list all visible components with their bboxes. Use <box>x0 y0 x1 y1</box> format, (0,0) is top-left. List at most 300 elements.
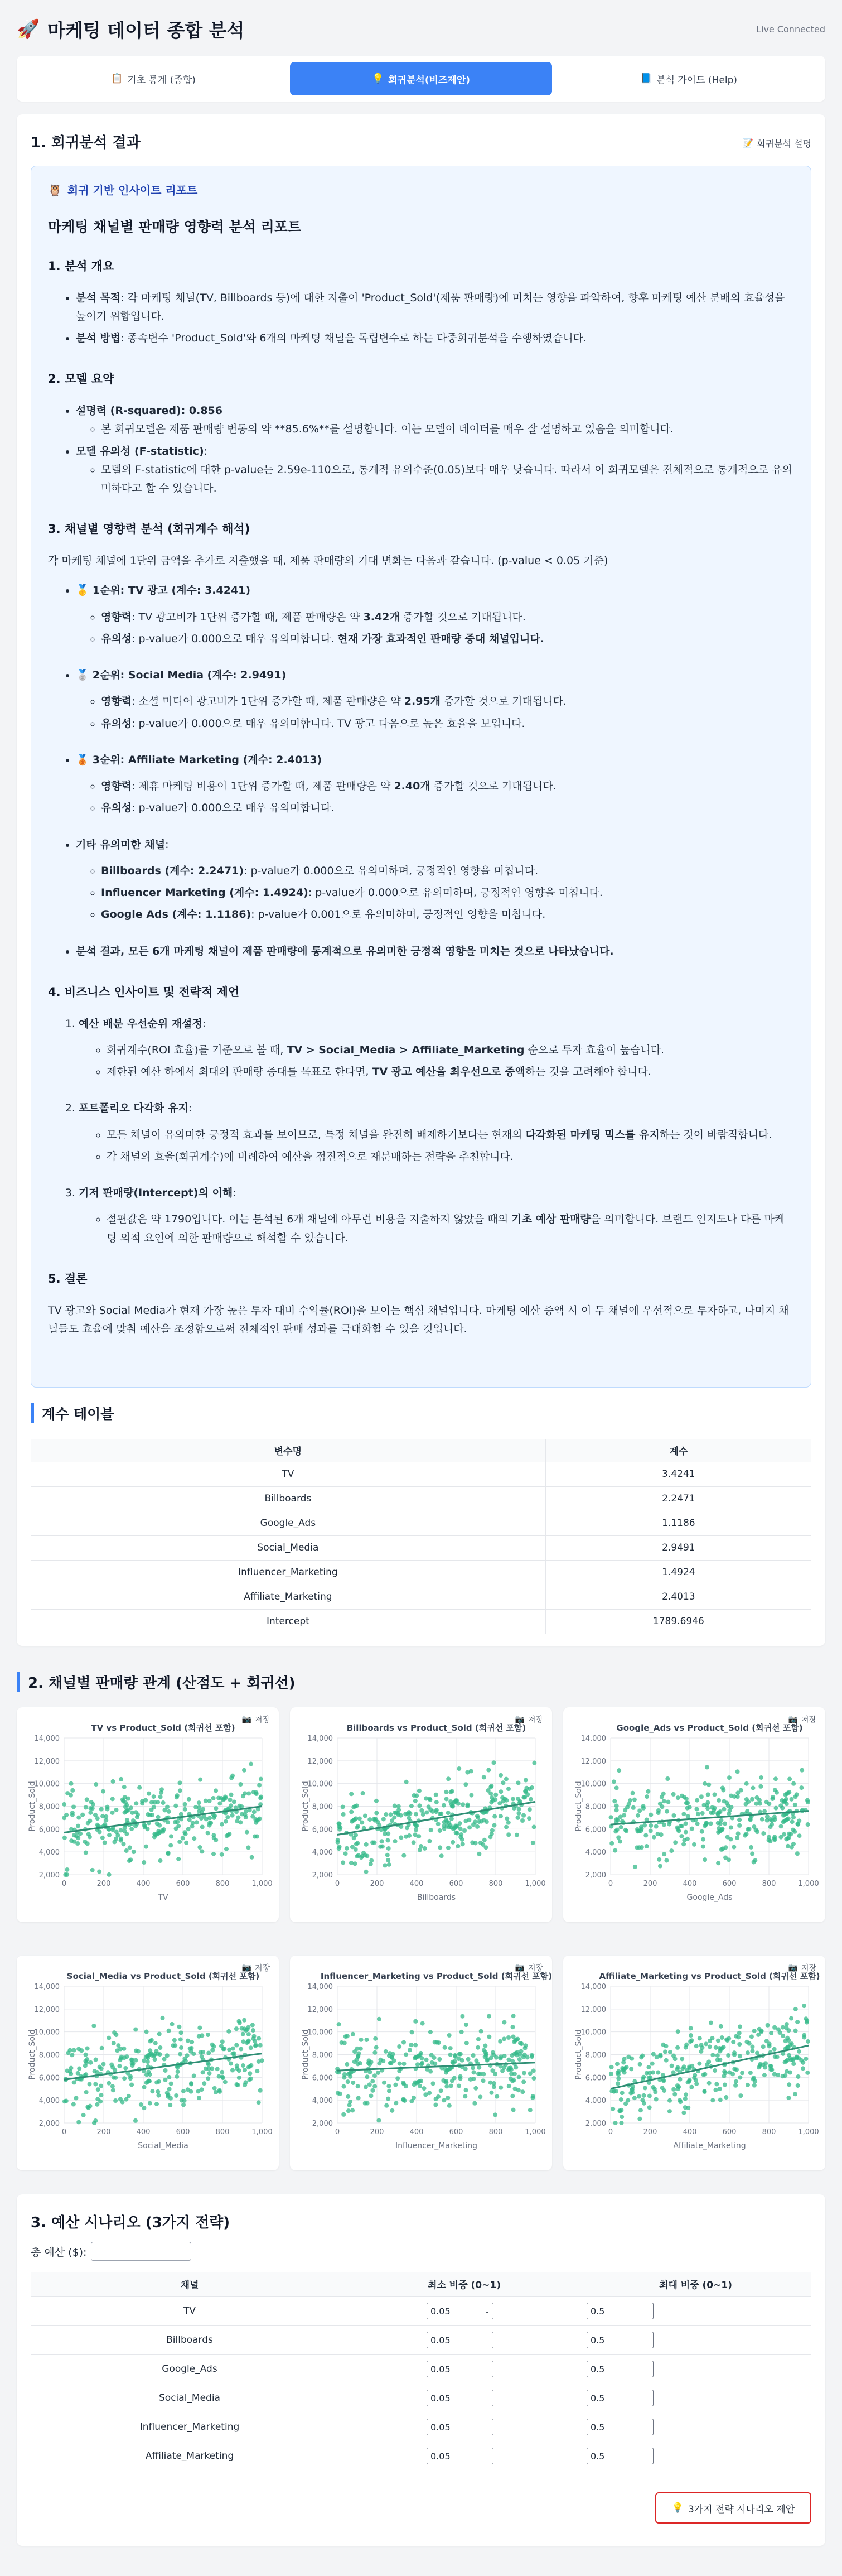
max-weight-input[interactable]: 0.5 <box>587 2361 654 2377</box>
scatter-point <box>84 2090 89 2094</box>
scatter-point <box>442 1803 446 1808</box>
scatter-point <box>751 1786 755 1790</box>
bronze-medal-icon: 🥉 <box>76 753 89 766</box>
scatter-point <box>433 2102 438 2107</box>
scatter-point <box>433 2062 437 2066</box>
scatter-point <box>502 2020 506 2025</box>
scatter-point <box>787 1777 792 1781</box>
scatter-point <box>89 1800 94 1804</box>
scatter-point <box>252 2034 257 2038</box>
scatter-point <box>460 1837 464 1842</box>
y-tick-label: 14,000 <box>580 1983 606 1991</box>
scatter-point <box>659 2054 663 2058</box>
channel-intro: 각 마케팅 채널에 1단위 금액을 추가로 지출했을 때, 제품 판매량의 기대 변화는 다음과 같습니다. (p-value < 0.05 기준) <box>48 555 608 567</box>
scatter-point <box>421 1812 425 1817</box>
scatter-point <box>174 2093 178 2098</box>
scatter-point <box>732 2053 737 2057</box>
scatter-point <box>158 2052 162 2057</box>
scatter-point <box>797 2049 801 2054</box>
scatter-point <box>376 2071 380 2075</box>
x-tick-label: 400 <box>136 2128 151 2136</box>
scatter-point <box>715 2053 720 2058</box>
scatter-point <box>220 1822 224 1827</box>
scatter-point <box>735 1790 740 1795</box>
x-tick-label: 400 <box>136 1880 151 1888</box>
scatter-point <box>718 2058 722 2062</box>
scatter-point <box>667 2109 672 2113</box>
scatter-point <box>154 2102 159 2106</box>
scatter-point <box>509 2077 513 2081</box>
scatter-point <box>206 2076 210 2081</box>
scatter-point <box>521 1813 526 1818</box>
scatter-point <box>701 1845 705 1849</box>
tab-bar <box>17 56 825 102</box>
scatter-point <box>795 1822 800 1826</box>
scatter-point <box>793 2007 798 2011</box>
scatter-point <box>173 1820 177 1824</box>
scatter-point <box>750 2049 754 2053</box>
scatter-point <box>649 1813 653 1817</box>
scatter-point <box>222 2047 226 2051</box>
scatter-point <box>214 1806 218 1811</box>
scatter-chart-influencer <box>290 1956 552 2170</box>
scatter-point <box>156 2089 160 2094</box>
scatter-point <box>444 1818 448 1822</box>
scatter-point <box>748 1817 753 1821</box>
scatter-point <box>210 2066 214 2071</box>
scatter-point <box>511 2014 516 2018</box>
scatter-point <box>723 2083 727 2087</box>
scatter-point <box>241 2032 245 2036</box>
scatter-point <box>789 2016 793 2021</box>
scatter-point <box>384 2049 388 2054</box>
scatter-point <box>502 2036 506 2041</box>
scatter-point <box>100 2046 104 2050</box>
scatter-point <box>683 2105 688 2110</box>
x-tick-label: 600 <box>176 1880 190 1888</box>
scatter-point <box>133 2118 138 2123</box>
table-row <box>31 2384 811 2413</box>
scatter-point <box>734 2067 739 2072</box>
scatter-point <box>432 2055 437 2060</box>
scatter-point <box>434 1808 439 1812</box>
y-tick-label: 10,000 <box>580 2028 606 2037</box>
scatter-point <box>341 1805 345 1809</box>
scatter-point <box>695 1822 700 1826</box>
scatter-point <box>491 1798 495 1803</box>
y-axis-label: Product_Sold <box>301 1781 310 1832</box>
scatter-point <box>355 1841 360 1845</box>
scatter-point <box>467 1825 472 1829</box>
scatter-point <box>746 2083 750 2087</box>
scatter-point <box>349 1792 354 1796</box>
scatter-point <box>246 2032 251 2036</box>
list-item: • 🥈 2순위: Social Media (계수: 2.9491) ◦ 영향력: 소셜 미디어 광고비가 1단위 증가할 때, 제품 판매량은 약 2.95개 증가할 것으로 기대됩니다. ◦ 유의성: p-value가 0.000으로 매우 유의미합니다. TV 광고 다음으로 높은 효율을 보입니다. <box>76 666 794 748</box>
scatter-point <box>614 1785 619 1790</box>
scatter-chart-google-ads <box>563 1707 825 1922</box>
scatter-point <box>516 1811 521 1816</box>
list-item: • 분석 방법: 종속변수 'Product_Sold'와 6개의 마케팅 채널을 독립변수로 하는 다중회귀분석을 수행하였습니다. <box>76 329 794 348</box>
budget-label: 총 예산 ($): <box>31 2246 87 2259</box>
scatter-point <box>192 1836 196 1841</box>
scatter-point <box>804 2016 808 2021</box>
scatter-point <box>211 1833 216 1837</box>
scatter-point <box>354 1833 358 1837</box>
scatter-point <box>148 2101 152 2106</box>
scatter-point <box>786 2096 791 2100</box>
scatter-point <box>387 1862 391 1867</box>
y-tick-label: 8,000 <box>312 2051 333 2060</box>
scatter-point <box>397 2044 401 2049</box>
scatter-point <box>671 1792 676 1797</box>
scatter-point <box>401 2081 405 2085</box>
min-weight-input[interactable]: 0.05 <box>427 2390 493 2406</box>
scatter-point <box>372 2073 377 2078</box>
scatter-point <box>767 2044 772 2048</box>
scatter-point <box>488 2081 493 2085</box>
scatter-point <box>336 2091 340 2095</box>
tab-regression[interactable]: 💡 회귀분석(비즈제안) <box>290 62 552 95</box>
scatter-point <box>688 1805 692 1809</box>
scatter-point <box>613 2121 618 2125</box>
scatter-point <box>437 2057 442 2062</box>
scatter-point <box>253 1835 257 1839</box>
scatter-point <box>656 1832 660 1836</box>
scatter-point <box>242 2026 246 2031</box>
scatter-point <box>166 1820 170 1824</box>
scatter-point <box>616 2081 620 2086</box>
scatter-point <box>190 2040 194 2044</box>
x-tick-label: 200 <box>370 2128 384 2136</box>
scatter-point <box>476 2045 480 2050</box>
scatter-point <box>242 2018 246 2023</box>
scatter-point <box>762 1809 767 1813</box>
scatter-point <box>154 2049 158 2053</box>
scatter-point <box>663 2049 667 2054</box>
scatter-point <box>716 1861 720 1865</box>
scatter-point <box>356 1853 361 1857</box>
suggest-scenarios-button[interactable]: 💡 3가지 전략 시나리오 제안 <box>655 2492 811 2524</box>
regression-explain-button[interactable]: 📝 회귀분석 설명 <box>742 138 811 149</box>
scatter-point <box>444 1790 448 1794</box>
table-row <box>31 2325 811 2354</box>
scatter-point <box>351 2032 355 2036</box>
total-budget-input[interactable] <box>91 2242 191 2261</box>
scatter-point <box>99 2084 103 2088</box>
scatter-point <box>225 1815 230 1819</box>
scatter-point <box>119 2056 124 2060</box>
scatter-point <box>434 2097 438 2101</box>
scatter-point <box>407 1816 411 1820</box>
scatter-point <box>688 2078 692 2082</box>
channel-list <box>48 581 794 961</box>
scatter-point <box>397 2069 401 2073</box>
scatter-point <box>130 1811 134 1815</box>
scatter-point <box>783 2073 787 2078</box>
insight-report <box>31 166 811 1388</box>
scatter-point <box>489 1784 493 1788</box>
scatter-point <box>765 1814 770 1819</box>
budget-scenario-section <box>17 2194 825 2546</box>
scatter-point <box>142 2059 146 2063</box>
scatter-point <box>464 2088 468 2092</box>
x-tick-label: 800 <box>215 2128 230 2136</box>
scatter-point <box>609 1841 614 1846</box>
scatter-point <box>258 2088 263 2093</box>
scatter-point <box>528 1807 532 1812</box>
tab-basic-stats[interactable]: 📋 기초 통계 (종합) <box>111 73 196 86</box>
scatter-point <box>793 2029 798 2033</box>
scatter-point <box>714 2082 719 2086</box>
scatter-point <box>76 1816 81 1820</box>
scatter-point <box>457 1766 461 1771</box>
table-row: Social_Media 2.9491 <box>31 1535 811 1560</box>
scatter-point <box>427 2091 432 2095</box>
scatter-point <box>157 2031 162 2036</box>
scatter-point <box>104 1818 108 1822</box>
max-weight-input[interactable]: 0.5 <box>587 2332 654 2348</box>
x-tick-label: 600 <box>449 1880 463 1888</box>
scatter-point <box>207 2071 211 2076</box>
x-tick-label: 1,000 <box>525 2128 546 2136</box>
scatter-point <box>483 2044 487 2048</box>
scatter-point <box>631 1791 635 1795</box>
scatter-point <box>772 1836 776 1841</box>
scatter-chart-social-media <box>17 1956 279 2170</box>
channel-name: Social_Media <box>31 2384 349 2413</box>
x-tick-label: 800 <box>488 1880 503 1888</box>
scatter-point <box>361 1791 365 1795</box>
scatter-point <box>156 1800 160 1804</box>
scatter-point <box>755 2050 759 2055</box>
scatter-point <box>372 2050 377 2055</box>
scatter-point <box>477 1819 481 1824</box>
scatter-point <box>448 2053 453 2057</box>
x-tick-label: 600 <box>722 2128 737 2136</box>
scatter-point <box>419 1808 424 1813</box>
scatter-point <box>726 1803 730 1808</box>
scatter-point <box>517 2075 521 2079</box>
chart-card-social-media <box>17 1956 279 2170</box>
max-weight-input[interactable]: 0.5 <box>587 2419 654 2435</box>
scatter-point <box>72 2080 76 2084</box>
scatter-point <box>525 1792 530 1797</box>
scatter-point <box>196 2089 200 2093</box>
scatter-point <box>693 2073 697 2077</box>
scatter-point <box>336 1840 340 1845</box>
scatter-point <box>609 2072 613 2076</box>
scatter-point <box>481 2078 486 2083</box>
scatter-point <box>142 1860 146 1865</box>
scatter-point <box>471 2070 476 2074</box>
x-tick-label: 600 <box>176 2128 190 2136</box>
scatter-point <box>111 2088 115 2092</box>
max-weight-input[interactable]: 0.5 <box>587 2303 654 2319</box>
scatter-point <box>785 2022 789 2026</box>
scatter-point <box>72 1840 76 1844</box>
scatter-point <box>655 2055 659 2059</box>
table-row <box>31 2354 811 2384</box>
scatter-point <box>189 2082 193 2086</box>
scatter-point <box>485 2057 490 2062</box>
max-weight-input[interactable]: 0.5 <box>587 2390 654 2406</box>
save-chart-button[interactable]: 📷 저장 <box>241 1715 270 1725</box>
document-icon: 📝 <box>742 138 754 148</box>
spinner-icon[interactable]: ⌄ <box>484 2307 490 2315</box>
scatter-point <box>490 2091 494 2095</box>
scatter-point <box>146 1812 150 1817</box>
scatter-point <box>385 1838 390 1842</box>
scatter-point <box>722 2069 727 2074</box>
scatter-point <box>504 1825 509 1829</box>
scatter-point <box>439 2088 443 2093</box>
scatter-point <box>91 2024 96 2028</box>
scatter-point <box>640 1827 644 1831</box>
scatter-point <box>478 2094 482 2099</box>
scatter-point <box>86 1821 90 1826</box>
scatter-point <box>670 2064 674 2068</box>
scatter-point <box>246 1845 250 1850</box>
scatter-point <box>699 2049 703 2054</box>
scatter-point <box>531 1841 535 1845</box>
regression-section <box>17 114 825 1646</box>
scatter-point <box>506 1787 511 1791</box>
scatter-point <box>175 1793 180 1798</box>
scatter-point <box>62 1836 67 1840</box>
scatter-point <box>684 1830 688 1835</box>
scatter-point <box>700 1811 705 1816</box>
scatter-point <box>689 2033 693 2038</box>
scatter-point <box>253 1817 258 1822</box>
x-tick-label: 800 <box>488 2128 503 2136</box>
scatter-point <box>788 2071 792 2075</box>
scatter-point <box>201 1807 205 1812</box>
scatter-point <box>680 2057 684 2061</box>
scatter-point <box>499 1789 503 1794</box>
scatter-point <box>481 2072 486 2076</box>
scatter-point <box>461 1802 465 1807</box>
save-chart-button[interactable]: 📷 저장 <box>515 1715 543 1725</box>
scatter-point <box>773 2054 777 2059</box>
scatter-point <box>684 2092 688 2097</box>
scatter-point <box>617 2108 622 2113</box>
scatter-point <box>413 2019 418 2024</box>
scatter-point <box>447 2033 452 2038</box>
scatter-point <box>410 2030 414 2034</box>
y-tick-label: 10,000 <box>307 1780 333 1789</box>
scatter-point <box>671 1813 676 1818</box>
coef-table <box>31 1439 811 1634</box>
scatter-point <box>220 1852 224 1857</box>
scatter-point <box>737 1823 742 1828</box>
save-chart-button[interactable]: 📷 저장 <box>788 1963 816 1973</box>
scatter-point <box>65 1867 69 1872</box>
scatter-point <box>341 1860 345 1865</box>
min-weight-input[interactable]: 0.05 ⌄ <box>427 2303 493 2319</box>
min-weight-input[interactable]: 0.05 <box>427 2332 493 2348</box>
coef-header-var: 변수명 <box>31 1439 545 1462</box>
scatter-point <box>493 2112 497 2117</box>
scatter-point <box>618 1839 622 1843</box>
scatter-point <box>738 2075 742 2079</box>
scatter-point <box>469 1793 473 1798</box>
scatter-point <box>676 2029 680 2034</box>
max-weight-input[interactable]: 0.5 <box>587 2448 654 2464</box>
scatter-point <box>337 2022 341 2026</box>
scatter-point <box>210 2048 215 2053</box>
scatter-point <box>123 1825 127 1829</box>
scatter-point <box>178 2052 182 2057</box>
scatter-point <box>80 1813 85 1817</box>
scatter-point <box>724 2038 729 2042</box>
list-item: 2. 포트폴리오 다각화 유지: ◦ 모든 채널이 유의미한 긍정적 효과를 보이므로, 특정 채널을 완전히 배제하기보다는 현재의 다각화된 마케팅 믹스를 유지하는 것이 바람직합니다. ◦ 각 채널의 효율(회귀계수)에 비례하여 예산을 점진적으로 재분배하는 전략을 추천합니다. <box>79 1099 794 1181</box>
scatter-point <box>637 1808 642 1813</box>
min-weight-input[interactable]: 0.05 <box>427 2419 493 2435</box>
scatter-point <box>224 1847 229 1851</box>
scatter-point <box>364 2038 369 2042</box>
scatter-point <box>457 2084 461 2088</box>
scenario-header-min: 최소 비중 (0~1) <box>349 2272 580 2296</box>
scatter-point <box>255 2069 259 2073</box>
list-item: • 모델 유의성 (F-statistic): ◦ 모델의 F-statistic에 대한 p-value는 2.59e-110으로, 통계적 유의수준(0.05)보다 매우 낮습니다. 따라서 이 회귀모델은 전체적으로 통계적으로 유의미하다고 할 수 있습니다. <box>76 442 794 498</box>
scatter-point <box>694 1807 699 1811</box>
scatter-point <box>404 2052 408 2057</box>
scatter-point <box>204 1799 208 1803</box>
tab-guide[interactable]: 📘 분석 가이드 (Help) <box>640 73 738 86</box>
scatter-point <box>366 2058 371 2063</box>
scatter-point <box>492 1823 496 1828</box>
scatter-point <box>207 1823 212 1828</box>
min-weight-input[interactable]: 0.05 <box>427 2361 493 2377</box>
scatter-point <box>113 2076 118 2080</box>
save-chart-button[interactable]: 📷 저장 <box>515 1963 543 1973</box>
scatter-point <box>390 2108 394 2113</box>
save-chart-button[interactable]: 📷 저장 <box>788 1715 816 1725</box>
scatter-point <box>246 2039 251 2043</box>
scatter-point <box>528 2108 533 2112</box>
scatter-point <box>417 1803 422 1808</box>
scatter-point <box>658 1864 662 1869</box>
min-weight-input[interactable]: 0.05 <box>427 2448 493 2464</box>
scatter-point <box>619 1825 623 1829</box>
scatter-point <box>257 2100 261 2105</box>
scatter-point <box>793 2092 797 2096</box>
scatter-point <box>516 1797 520 1801</box>
scatter-point <box>215 2067 220 2071</box>
scatter-point <box>234 2026 239 2031</box>
scatter-point <box>165 2053 170 2058</box>
scatter-point <box>512 2072 517 2076</box>
scatter-point <box>654 2097 659 2102</box>
scatter-point <box>390 1818 394 1823</box>
rocket-icon: 🚀 <box>17 18 40 40</box>
scatter-point <box>85 1797 89 1802</box>
scatter-point <box>720 2035 724 2040</box>
scatter-point <box>616 2077 621 2081</box>
scatter-point <box>511 1797 515 1801</box>
scatter-point <box>642 2093 646 2098</box>
scatter-point <box>649 1828 653 1833</box>
scatter-point <box>696 1812 700 1816</box>
scatter-point <box>112 2041 116 2045</box>
scatter-point <box>72 2048 76 2053</box>
scatter-point <box>457 2057 461 2061</box>
y-tick-label: 14,000 <box>307 1983 333 1991</box>
scatter-point <box>107 2036 111 2040</box>
list-item: ◦ 회귀계수(ROI 효율)를 기준으로 볼 때, TV > Social_Media > Affiliate_Marketing 순으로 투자 효율이 높습니다. <box>107 1041 794 1060</box>
save-chart-button[interactable]: 📷 저장 <box>241 1963 270 1973</box>
scatter-point <box>646 1789 650 1794</box>
